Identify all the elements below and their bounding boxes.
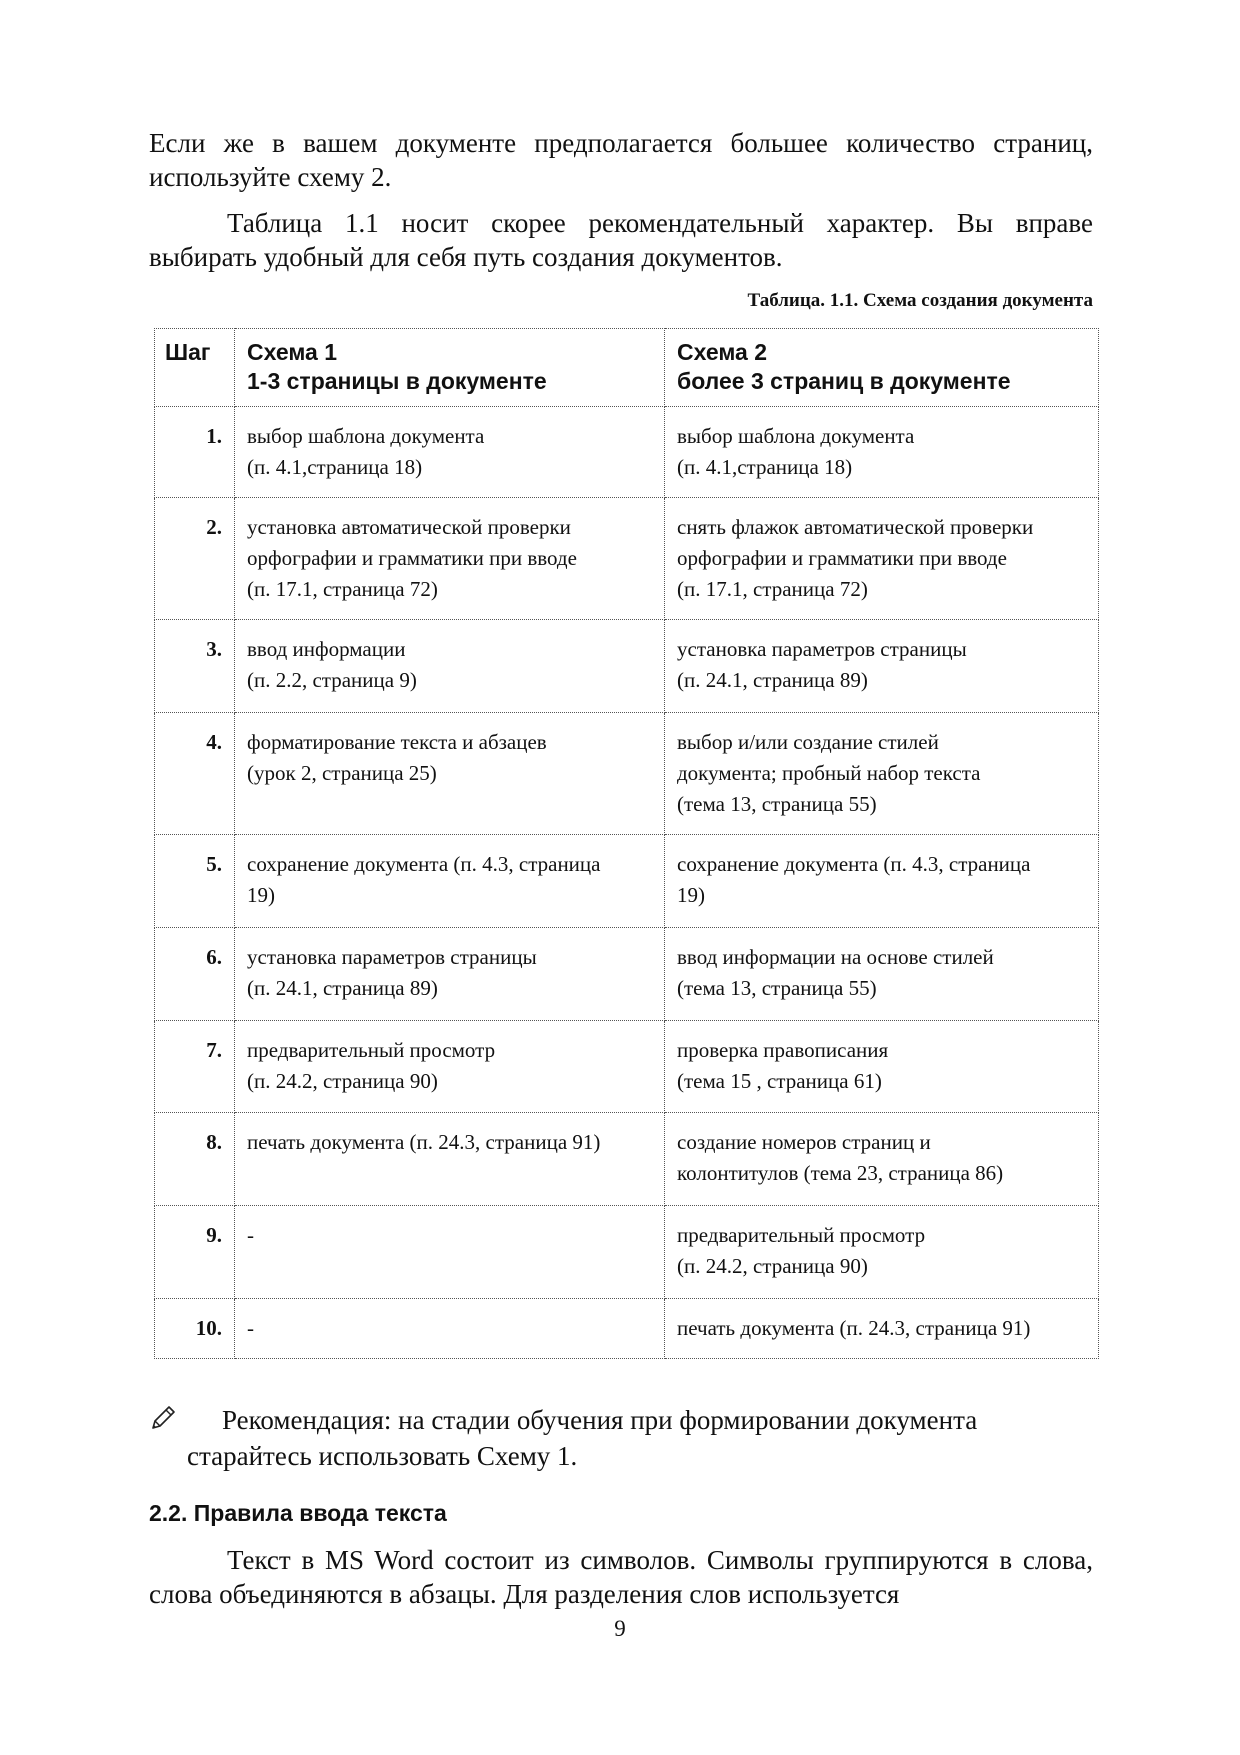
table-row [155,928,1099,1021]
scheme1-cell-line: установка автоматической проверки [247,515,571,539]
table-row [155,620,1099,713]
table-row [155,1206,1099,1299]
scheme2-cell-line: установка параметров страницы [677,637,967,661]
scheme2-cell-line: 19) [677,883,705,907]
scheme1-cell-line: орфографии и грамматики при вводе [247,546,577,570]
step-number: 5. [155,835,235,928]
scheme2-cell-line: (п. 17.1, страница 72) [677,577,868,601]
intro-paragraph-1: Если же в вашем документе предполагается большее количество страниц, используйте схему 2. [149,128,1093,192]
table-row [155,407,1099,498]
intro-paragraph-2: Таблица 1.1 носит скорее рекомендательный характер. Вы вправе выбирать удобный для себя путь создания документов. [149,208,1093,272]
scheme2-cell [665,835,1099,928]
pencil-icon [149,1404,177,1432]
table-row [155,1021,1099,1113]
scheme2-cell-line: выбор шаблона документа [677,424,915,448]
header-scheme1 [235,329,665,407]
scheme1-cell [235,407,665,498]
header-step: Шаг [155,329,235,407]
scheme2-cell-line: (тема 13, страница 55) [677,792,877,816]
scheme2-cell-line: проверка правописания [677,1038,889,1062]
scheme2-cell-line: снять флажок автоматической проверки [677,515,1034,539]
recommendation-line-1: Рекомендация: на стадии обучения при формировании документа [222,1405,978,1435]
scheme1-cell-line: форматирование текста и абзацев [247,730,547,754]
scheme-table [154,328,1099,1359]
scheme1-cell-line: (п. 17.1, страница 72) [247,577,438,601]
table-caption: Таблица. 1.1. Схема создания документа [747,290,1093,311]
scheme2-cell-line: создание номеров страниц и [677,1130,931,1154]
scheme2-cell [665,1021,1099,1113]
scheme1-cell-line: 19) [247,883,275,907]
scheme1-cell-line: - [247,1223,254,1247]
scheme1-cell [235,620,665,713]
scheme2-cell [665,1206,1099,1299]
page-number: 9 [614,1616,626,1641]
scheme1-cell-line: печать документа (п. 24.3, страница 91) [247,1130,601,1154]
scheme2-cell [665,620,1099,713]
scheme2-cell-line: выбор и/или создание стилей [677,730,939,754]
step-number: 4. [155,713,235,835]
scheme1-cell-line: (урок 2, страница 25) [247,761,437,785]
scheme1-cell [235,1113,665,1206]
scheme2-cell-line: (тема 15 , страница 61) [677,1069,882,1093]
step-number: 2. [155,498,235,620]
scheme1-cell-line: предварительный просмотр [247,1038,496,1062]
scheme1-cell-line: установка параметров страницы [247,945,537,969]
recommendation [149,1402,1093,1474]
header-scheme2-subtitle: более 3 страниц в документе [677,368,1011,394]
scheme2-cell [665,407,1099,498]
scheme2-cell-line: сохранение документа (п. 4.3, страница [677,852,1031,876]
scheme1-cell [235,1021,665,1113]
scheme2-cell [665,713,1099,835]
scheme1-cell-line: выбор шаблона документа [247,424,485,448]
scheme2-cell-line: документа; пробный набор текста [677,761,981,785]
scheme2-cell-line: (п. 24.2, страница 90) [677,1254,868,1278]
scheme1-cell-line: сохранение документа (п. 4.3, страница [247,852,601,876]
scheme1-cell-line: (п. 24.1, страница 89) [247,976,438,1000]
scheme1-cell-line: - [247,1316,254,1340]
scheme1-cell-line: (п. 24.2, страница 90) [247,1069,438,1093]
scheme1-cell [235,713,665,835]
step-number: 1. [155,407,235,498]
scheme1-cell [235,835,665,928]
scheme1-cell-line: (п. 2.2, страница 9) [247,668,417,692]
scheme1-cell-line: (п. 4.1,страница 18) [247,455,423,479]
step-number: 6. [155,928,235,1021]
scheme1-cell-line: ввод информации [247,637,406,661]
scheme2-cell [665,498,1099,620]
table-row [155,498,1099,620]
scheme1-cell [235,1206,665,1299]
header-scheme1-title: Схема 1 [247,339,338,365]
scheme2-cell-line: предварительный просмотр [677,1223,926,1247]
step-number: 7. [155,1021,235,1113]
header-scheme2-title: Схема 2 [677,339,768,365]
header-scheme1-subtitle: 1-3 страницы в документе [247,368,547,394]
step-number: 10. [155,1299,235,1359]
scheme2-cell-line: колонтитулов (тема 23, страница 86) [677,1161,1004,1185]
scheme2-cell-line: ввод информации на основе стилей [677,945,994,969]
section-paragraph: Текст в MS Word состоит из символов. Символы группируются в слова, слова объединяются в абзацы. Для разделения слов используется [149,1545,1093,1609]
step-number: 9. [155,1206,235,1299]
table-body [155,407,1099,1359]
header-scheme2 [665,329,1099,407]
scheme2-cell [665,928,1099,1021]
table-row [155,713,1099,835]
scheme2-cell-line: (п. 24.1, страница 89) [677,668,868,692]
scheme2-cell-line: (тема 13, страница 55) [677,976,877,1000]
scheme2-cell-line: печать документа (п. 24.3, страница 91) [677,1316,1031,1340]
table-row [155,1299,1099,1359]
table-row [155,1113,1099,1206]
table-header-row [155,329,1099,407]
scheme1-cell [235,498,665,620]
table-row [155,835,1099,928]
step-number: 3. [155,620,235,713]
scheme2-cell [665,1299,1099,1359]
scheme2-cell-line: (п. 4.1,страница 18) [677,455,853,479]
section-heading: 2.2. Правила ввода текста [149,1500,447,1526]
scheme1-cell [235,928,665,1021]
step-number: 8. [155,1113,235,1206]
scheme1-cell [235,1299,665,1359]
scheme2-cell [665,1113,1099,1206]
recommendation-line-2: старайтесь использовать Схему 1. [187,1441,578,1471]
scheme2-cell-line: орфографии и грамматики при вводе [677,546,1007,570]
